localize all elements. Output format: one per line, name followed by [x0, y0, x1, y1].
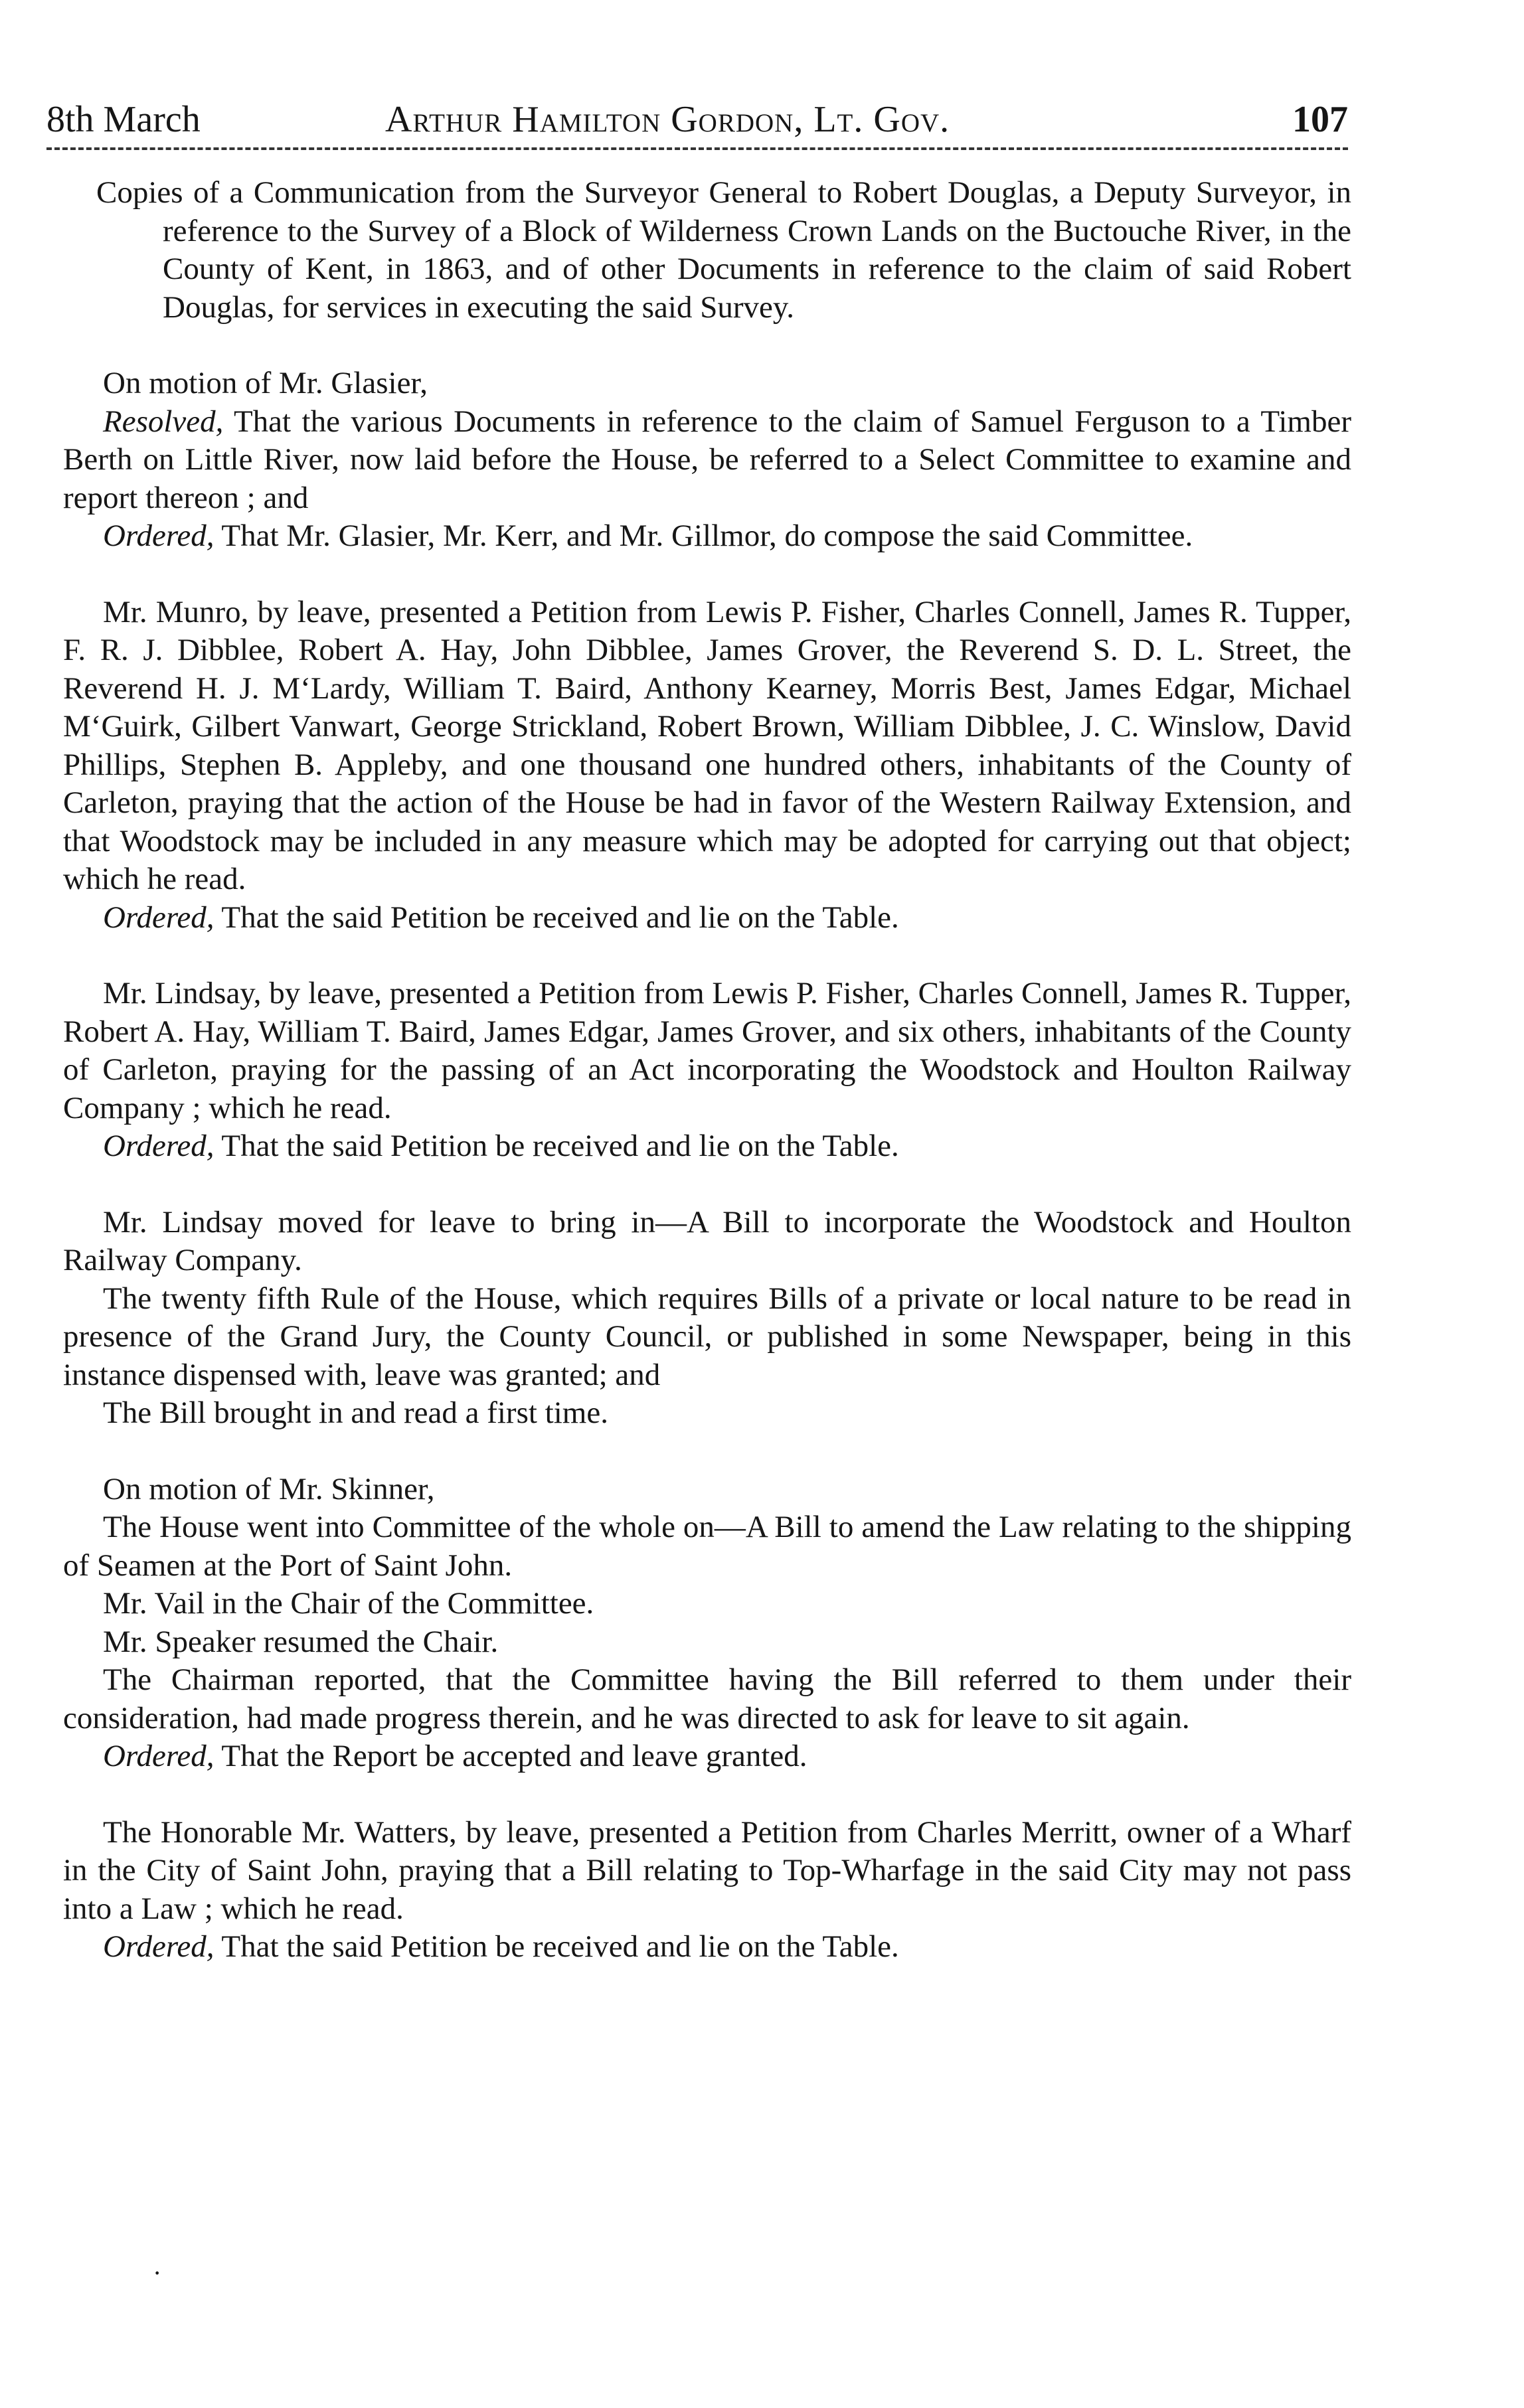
page-header [46, 93, 1348, 146]
paragraph-motion-skinner: On motion of Mr. Skinner, [103, 1471, 435, 1506]
paragraph-first-reading: The Bill brought in and read a first time. [103, 1396, 608, 1430]
paragraph-copies-communication: Copies of a Communication from the Surveyor General to Robert Douglas, a Deputy Surveyor, in reference to the Survey of a Block of Wilderness Crown Lands on the Buctouche River, in the County of Kent, in 1863, and of other Documents in reference to the claim of said Robert Douglas, for services in executing the said Survey. [96, 175, 1351, 325]
paragraph-motion-glasier: On motion of Mr. Glasier, [103, 366, 428, 400]
stray-mark: · [153, 2258, 162, 2288]
paragraph-ordered: Ordered, That the said Petition be received and lie on the Table. [103, 1929, 899, 1964]
header-title: Arthur Hamilton Gordon, Lt. Gov. [385, 99, 950, 140]
paragraph-chairman-reported: The Chairman reported, that the Committee having the Bill referred to them under their consideration, had made progress therein, and he was directed to ask for leave to sit again. [63, 1662, 1351, 1735]
paragraph-ordered: Ordered, That the said Petition be received and lie on the Table. [103, 1129, 899, 1163]
paragraph-resolved: Resolved, That the various Documents in reference to the claim of Samuel Ferguson to a Timber Berth on Little River, now laid before the House, be referred to a Select Committee to examine and report thereon ; and [63, 404, 1351, 515]
header-rule [46, 147, 1348, 150]
page-number: 107 [1292, 99, 1348, 140]
paragraph-ordered: Ordered, That the Report be accepted and leave granted. [103, 1739, 807, 1773]
page-body [63, 174, 1351, 1967]
paragraph-committee-whole: The House went into Committee of the whole on—A Bill to amend the Law relating to the shipping of Seamen at the Port of Saint John. [63, 1510, 1351, 1583]
paragraph-munro-petition: Mr. Munro, by leave, presented a Petition from Lewis P. Fisher, Charles Connell, James R. Tupper, F. R. J. Dibblee, Robert A. Hay, John Dibblee, James Grover, the Reverend S. D. L. Street, the Reverend H. J. M‘Lardy, William T. Baird, Anthony Kearney, Morris Best, James Edgar, Michael M‘Guirk, Gilbert Vanwart, George Strickland, Robert Brown, William Dibblee, J. C. Winslow, David Phillips, Stephen B. Appleby, and one thousand one hundred others, inhabitants of the County of Carleton, praying that the action of the House be had in favor of the Western Railway Extension, and that Woodstock may be included in any measure which may be adopted for carrying out that object; which he read. [63, 594, 1351, 896]
header-date: 8th March [46, 99, 201, 140]
paragraph-speaker-resumed: Mr. Speaker resumed the Chair. [103, 1624, 499, 1659]
paragraph-vail-chair: Mr. Vail in the Chair of the Committee. [103, 1586, 594, 1621]
paragraph-ordered: Ordered, That Mr. Glasier, Mr. Kerr, and Mr. Gillmor, do compose the said Committee. [103, 519, 1193, 553]
paragraph-lindsay-petition: Mr. Lindsay, by leave, presented a Petition from Lewis P. Fisher, Charles Connell, James R. Tupper, Robert A. Hay, William T. Baird, James Edgar, James Grover, and six others, inhabitants of the County of Carleton, praying for the passing of an Act incorporating the Woodstock and Houlton Railway Company ; which he read. [63, 976, 1351, 1125]
paragraph-lindsay-bill: Mr. Lindsay moved for leave to bring in—A Bill to incorporate the Woodstock and Houlton Railway Company. [63, 1204, 1351, 1277]
paragraph-ordered: Ordered, That the said Petition be received and lie on the Table. [103, 900, 899, 935]
paragraph-rule-dispensed: The twenty fifth Rule of the House, which requires Bills of a private or local nature to be read in presence of the Grand Jury, the County Council, or published in some Newspaper, being in this instance dispensed with, leave was granted; and [63, 1281, 1351, 1392]
paragraph-watters-petition: The Honorable Mr. Watters, by leave, presented a Petition from Charles Merritt, owner of a Wharf in the City of Saint John, praying that a Bill relating to Top-Wharfage in the said City may not pass into a Law ; which he read. [63, 1814, 1351, 1926]
